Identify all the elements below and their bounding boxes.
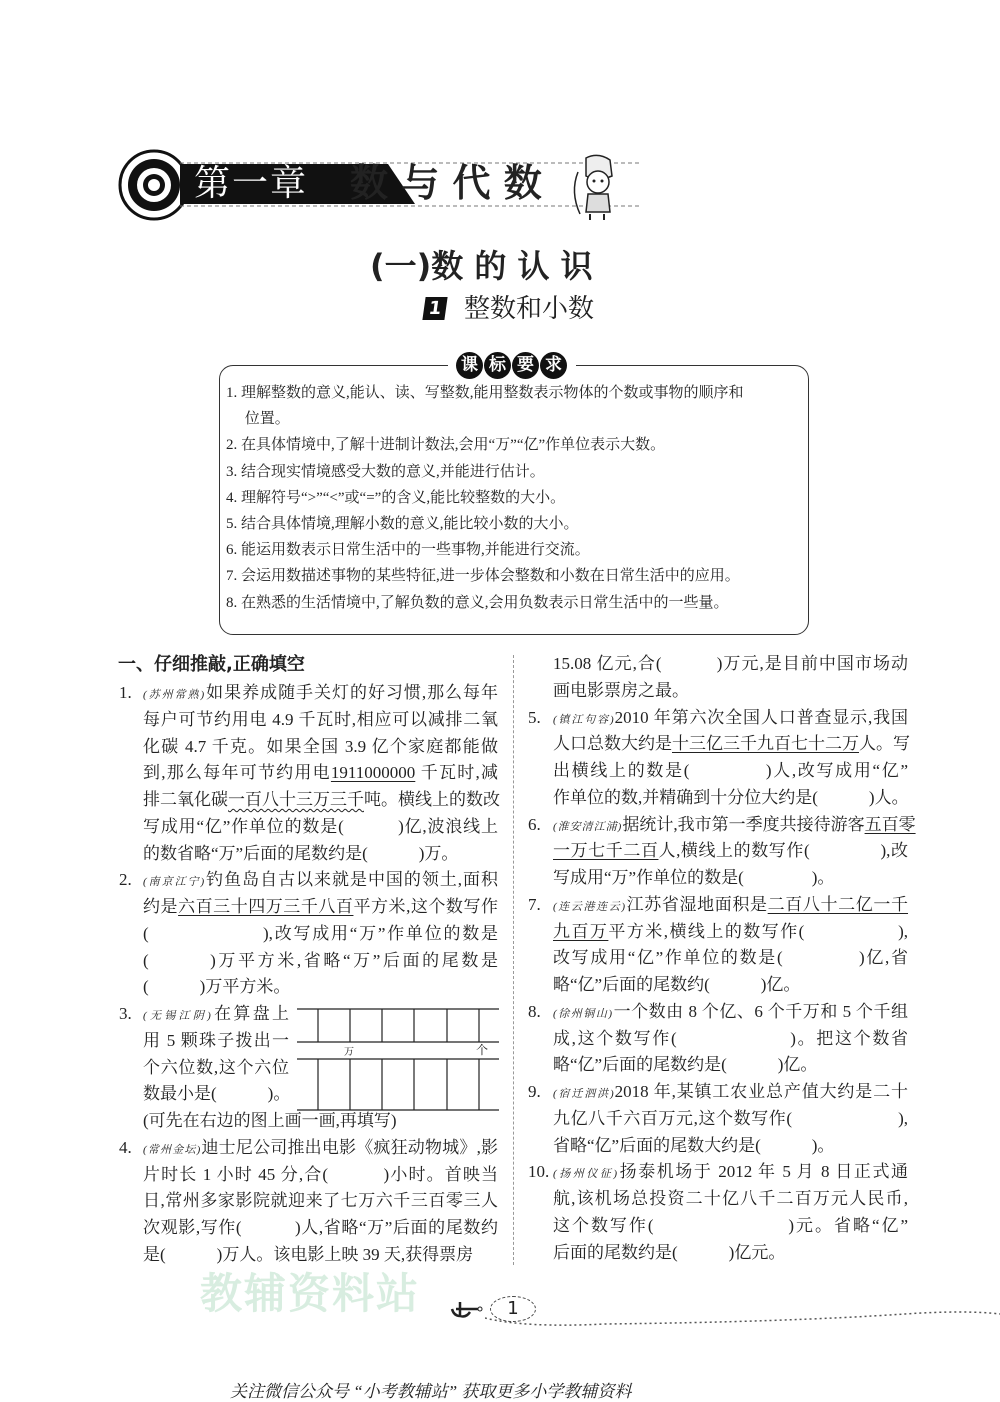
question-source: (镇江句容) (553, 713, 615, 726)
question-line (553, 653, 908, 675)
question-line (553, 921, 908, 943)
chapter-header (118, 148, 638, 223)
question-line (553, 1001, 908, 1025)
dotted-wave-decoration (485, 1300, 1000, 1330)
question-text: 数最小是( )。 (143, 1084, 291, 1104)
wavy-underlined-number: 一百八十三万三千 (228, 790, 364, 809)
question-text: 约是 (143, 897, 179, 916)
standards-badge-char: 标 (484, 352, 511, 379)
unit-title: (一)数 的 认 识 (370, 247, 593, 285)
anchor-icon (448, 1296, 488, 1322)
question-line (553, 894, 908, 918)
question-number: 10. (528, 1162, 550, 1182)
question-text: 扬泰机场于 2012 年 5 月 8 日正式通 (618, 1162, 908, 1182)
question-text: ( )万平方米,省略“万”后面的尾数是 (143, 950, 498, 970)
standard-item: 7. 会运用数描述事物的某些特征,进一步体会整数和小数在日常生活中的应用。 (226, 568, 740, 585)
section-heading: 一、仔细推敲,正确填空 (118, 654, 305, 675)
question-text: 作单位的数,并精确到十分位大约是( )人。 (553, 787, 909, 807)
standard-item: 3. 结合现实情境感受大数的意义,并能进行估计。 (226, 463, 545, 480)
question-text: ( ),改写成用“万”作单位的数是 (143, 923, 498, 943)
question-line (143, 976, 498, 998)
question-line (553, 1081, 908, 1105)
question-line (143, 789, 498, 811)
question-line (553, 1161, 908, 1185)
standards-badge-char: 课 (456, 352, 483, 379)
question-line (143, 843, 498, 865)
question-text: 日,常州多家影院就迎来了七万六千三百零三人 (143, 1191, 498, 1211)
question-line (143, 1030, 289, 1052)
question-text: 略“亿”后面的尾数约是( )亿。 (553, 1055, 818, 1075)
question-text: 次观影,写作( )人,省略“万”后面的尾数约 (143, 1218, 498, 1237)
standard-item: 1. 理解整数的意义,能认、读、写整数,能用整数表示物体的个数或事物的顺序和 (226, 385, 744, 401)
abacus-label-wan: 万 (344, 1047, 354, 1058)
archer-mascot-icon (568, 152, 623, 222)
underlined-number: 九百万 (553, 921, 609, 941)
question-number: 1. (119, 683, 132, 702)
question-line (553, 1188, 908, 1210)
question-line (143, 1190, 498, 1212)
question-number: 8. (528, 1001, 541, 1021)
question-text: ( )万平方米。 (143, 977, 291, 997)
underlined-number: 五百零 (864, 814, 916, 834)
question-text: 一个数由 8 个亿、6 个千万和 5 个千组 (613, 1001, 909, 1021)
question-line (143, 1110, 498, 1132)
question-source: (连云港连云) (553, 900, 627, 913)
question-line (143, 950, 498, 972)
question-text: 江苏省湿地面积是 (626, 894, 768, 914)
underlined-number: 1911000000 (330, 763, 416, 783)
underlined-number: 二百八十二亿一千 (767, 894, 909, 914)
chapter-label: 第一章 (194, 163, 309, 204)
question-number: 7. (528, 894, 541, 914)
question-text: 2010 年第六次全国人口普查显示,我国 (614, 707, 909, 727)
question-line (553, 680, 908, 702)
question-line (553, 787, 908, 809)
question-text: 省略“亿”后面的尾数大约是( )。 (553, 1135, 835, 1155)
question-number: 2. (119, 870, 132, 890)
question-text: 平方米,这个数写作 (353, 897, 499, 916)
question-text: 的数省略“万”后面的尾数约是( )万。 (143, 843, 459, 863)
question-line (143, 923, 498, 945)
question-source: (常州金坛) (143, 1143, 202, 1156)
question-text: 出横线上的数是( )人,改写成用“亿” (553, 761, 908, 780)
question-text: 用 5 颗珠子拨出一 (143, 1030, 289, 1050)
question-text: (可先在右边的图上画一画,再填写) (143, 1111, 397, 1130)
chapter-title: 数 与 代 数 (350, 161, 542, 205)
question-text: 九亿八千六百万元,这个数写作( ), (553, 1108, 908, 1128)
question-line (143, 896, 498, 918)
standard-item: 2. 在具体情境中,了解十进制计数法,会用“万”“亿”作单位表示大数。 (226, 437, 666, 454)
question-source: (宿迁泗洪) (553, 1088, 615, 1100)
question-text: 略“亿”后面的尾数约( )亿。 (553, 975, 801, 994)
standards-badge-char: 要 (512, 352, 539, 379)
question-line (143, 1217, 498, 1239)
watermark-text: 教辅资料站 (200, 1269, 421, 1318)
question-text: 画电影票房之最。 (553, 680, 689, 700)
question-line (553, 867, 908, 889)
question-line (553, 760, 908, 782)
question-text: 改写成用“亿”作单位的数是( )亿,省 (553, 948, 908, 968)
question-number: 5. (528, 707, 541, 727)
question-line (553, 947, 908, 969)
question-line (143, 1137, 498, 1161)
underlined-number: 十三亿三千九百七十二万 (672, 734, 859, 754)
question-line (553, 1242, 908, 1264)
question-text: 据统计,我市第一季度共接待游客 (622, 814, 865, 834)
question-number: 4. (119, 1137, 132, 1157)
question-text: 个六位数,这个六位 (143, 1057, 289, 1077)
question-line (143, 736, 498, 758)
question-text: 写成用“万”作单位的数是( )。 (553, 868, 835, 887)
standards-badge-char: 求 (540, 352, 567, 379)
question-text: 迪士尼公司推出电影《疯狂动物城》,影 (201, 1137, 499, 1157)
question-text: 化碳 4.7 千克。如果全国 3.9 亿个家庭都能做 (143, 736, 498, 756)
lesson-title: 整数和小数 (464, 294, 595, 324)
question-text: 人。写 (859, 734, 910, 754)
question-text: 写成用“亿”作单位的数是( )亿,波浪线上 (143, 816, 498, 836)
question-line (553, 814, 916, 838)
question-line (553, 1135, 908, 1157)
question-text: 人,横线上的数写作( ),改 (658, 841, 909, 861)
question-line (553, 733, 908, 755)
question-source: (南京江宁) (143, 876, 206, 889)
question-source: (扬州仪征) (553, 1168, 619, 1181)
question-text: 2018 年,某镇工农业总产值大约是二十 (614, 1082, 909, 1101)
question-line (553, 1108, 908, 1130)
underlined-number: 一万七千二百 (553, 841, 659, 861)
question-number: 9. (528, 1082, 541, 1101)
question-line (553, 1028, 908, 1050)
column-divider (513, 655, 514, 1265)
lesson-number-badge: 1 (422, 297, 447, 320)
question-source: (苏州常熟) (143, 689, 206, 701)
question-source: (无锡江阴) (143, 1010, 212, 1022)
question-line (143, 1057, 289, 1079)
question-text: 片时长 1 小时 45 分,合( )小时。首映当 (143, 1164, 498, 1184)
question-text: 成,这个数写作( )。把这个数省 (553, 1028, 908, 1048)
question-line (143, 816, 498, 838)
abacus-diagram (296, 1008, 500, 1112)
underlined-number: 六百三十四万三千八百 (178, 897, 354, 916)
question-text: 是( )万人。该电影上映 39 天,获得票房 (143, 1244, 474, 1264)
question-line (143, 1003, 289, 1027)
question-text: 航,该机场总投资二十亿八千二百万元人民币, (553, 1189, 908, 1208)
standard-item: 5. 结合具体情境,理解小数的意义,能比较小数的大小。 (226, 516, 579, 532)
question-line (553, 840, 908, 862)
question-line (553, 1054, 908, 1076)
question-text: 15.08 亿元,合( )万元,是目前中国市场动 (553, 654, 908, 673)
question-line (553, 974, 908, 996)
question-line (143, 1164, 498, 1186)
question-line (553, 1215, 908, 1237)
standard-item: 8. 在熟悉的生活情境中,了解负数的意义,会用负数表示日常生活中的一些量。 (226, 594, 729, 611)
question-line (143, 709, 498, 731)
question-text: 如果养成随手关灯的好习惯,那么每年 (205, 683, 499, 702)
question-number: 3. (119, 1004, 132, 1023)
question-text: 平方米,横线上的数写作( ), (608, 921, 909, 941)
question-text: 吨。横线上的数改 (364, 790, 500, 809)
abacus-label-ge: 个 (476, 1043, 489, 1057)
question-text: 排二氧化碳 (143, 790, 228, 809)
question-text: 在算盘上 (211, 1004, 289, 1023)
page-number: 1 (490, 1296, 536, 1322)
question-text: 到,那么每年可节约用电 (143, 763, 331, 783)
question-line (553, 707, 908, 731)
question-number: 6. (528, 814, 541, 834)
question-line (143, 762, 498, 784)
standard-item: 6. 能运用数表示日常生活中的一些事物,并能进行交流。 (226, 542, 590, 559)
question-source: (徐州铜山) (553, 1007, 614, 1020)
question-source: (淮安清江浦) (553, 820, 623, 833)
standard-item: 位置。 (226, 411, 290, 428)
question-text: 人口总数大约是 (553, 734, 672, 754)
question-text: 每户可节约用电 4.9 千瓦时,相应可以减排二氧 (143, 709, 498, 729)
question-line (143, 682, 498, 706)
question-text: 钓鱼岛自古以来就是中国的领土,面积 (205, 870, 499, 890)
question-text: 千瓦时,减 (415, 763, 499, 783)
footer-text: 关注微信公众号 “小考教辅站” 获取更多小学教辅资料 (230, 1382, 632, 1401)
standard-item: 4. 理解符号“>”“<”或“=”的含义,能比较整数的大小。 (226, 489, 566, 506)
question-text: 后面的尾数约是( )亿元。 (553, 1242, 786, 1262)
question-text: 这个数写作( )元。省略“亿” (553, 1215, 908, 1235)
question-line (143, 1083, 289, 1105)
question-line (143, 1244, 498, 1266)
question-line (143, 869, 498, 893)
